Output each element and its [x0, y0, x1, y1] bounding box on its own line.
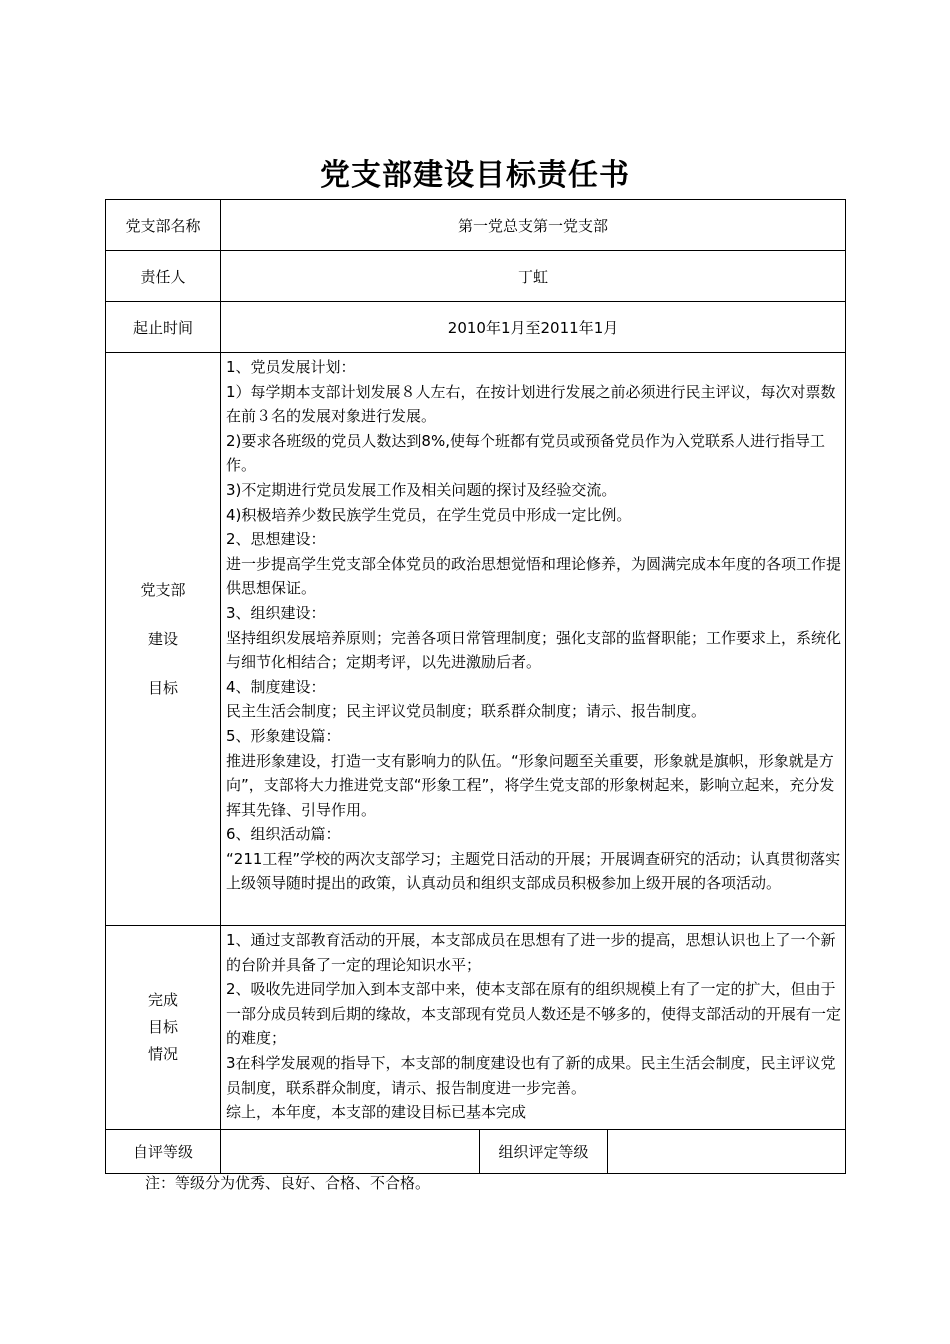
goals-line: 3、组织建设：: [226, 603, 326, 622]
goals-label-line: 党支部: [140, 580, 186, 599]
responsibility-form-table: [105, 199, 846, 1174]
goals-line: 2)要求各班级的党员人数达到8%,使每个班都有党员或预备党员作为入党联系人进行指导工作。: [226, 431, 825, 475]
grading-note: 注：等级分为优秀、良好、合格、不合格。: [145, 1174, 431, 1192]
goals-line: 推进形象建设，打造一支有影响力的队伍。“形象问题至关重要，形象就是旗帜，形象就是方向”，支部将大力推进党支部“形象工程”，将学生党支部的形象树起来，影响立起来，充分发挥其先锋、引导作用。: [226, 751, 835, 819]
branch-name-row: [106, 200, 846, 251]
rating-row: [106, 1129, 846, 1173]
goals-line: 4、制度建设：: [226, 677, 326, 696]
goals-label-line: 建设: [147, 629, 178, 648]
completion-content: [221, 926, 846, 1130]
goals-line: 6、组织活动篇：: [226, 825, 341, 844]
completion-line: 2、吸收先进同学加入到本支部中来，使本支部在原有的组织规模上有了一定的扩大，但由于一部分成员转到后期的缘故，本支部现有党员人数还是不够多的，使得支部活动的开展有一定的难度；: [226, 980, 842, 1048]
goals-line: 5、形象建设篇：: [226, 726, 341, 745]
goals-line: 1）每学期本支部计划发展８人左右，在按计划进行发展之前必须进行民主评议，每次对票数在前３名的发展对象进行发展。: [226, 382, 836, 426]
completion-line: 1、通过支部教育活动的开展，本支部成员在思想有了进一步的提高，思想认识也上了一个新的台阶并具备了一定的理论知识水平；: [226, 931, 836, 974]
leader-label: 责任人: [106, 251, 221, 302]
completion-label-line: 情况: [147, 1044, 178, 1063]
branch-name-value: 第一党总支第一党支部: [221, 200, 846, 251]
goals-label-line: 目标: [147, 678, 178, 697]
goals-row: [106, 353, 846, 926]
org-rating-label: 组织评定等级: [480, 1129, 608, 1173]
goals-content: [221, 353, 846, 926]
self-rating-label: 自评等级: [106, 1129, 221, 1173]
goals-line: 3)不定期进行党员发展工作及相关问题的探讨及经验交流。: [226, 480, 617, 499]
org-rating-value[interactable]: [608, 1129, 846, 1173]
completion-label: [106, 926, 221, 1130]
period-label: 起止时间: [106, 302, 221, 353]
leader-row: [106, 251, 846, 302]
completion-row: [106, 926, 846, 1130]
leader-value: 丁虹: [221, 251, 846, 302]
goals-line: 1、党员发展计划：: [226, 358, 356, 376]
period-value: 2010年1月至2011年1月: [221, 302, 846, 353]
goals-line: 进一步提高学生党支部全体党员的政治思想觉悟和理论修养，为圆满完成本年度的各项工作提供思想保证。: [226, 554, 842, 598]
goals-line: 坚持组织发展培养原则；完善各项日常管理制度；强化支部的监督职能；工作要求上，系统化与细节化相结合；定期考评，以先进激励后者。: [226, 628, 842, 672]
completion-line: 3在科学发展观的指导下，本支部的制度建设也有了新的成果。民主生活会制度，民主评议党员制度，联系群众制度，请示、报告制度进一步完善。: [226, 1053, 836, 1097]
self-rating-value[interactable]: [221, 1129, 480, 1173]
completion-label-line: 完成: [147, 990, 178, 1009]
goals-line: 2、思想建设：: [226, 530, 326, 549]
goals-line: 民主生活会制度；民主评议党员制度；联系群众制度；请示、报告制度。: [226, 702, 707, 721]
goals-line: “211工程”学校的两次支部学习；主题党日活动的开展；开展调查研究的活动；认真贯彻落实上级领导随时提出的政策，认真动员和组织支部成员积极参加上级开展的各项活动。: [226, 849, 841, 893]
document-title: 党支部建设目标责任书: [320, 158, 630, 193]
completion-line: 综上，本年度，本支部的建设目标已基本完成: [226, 1103, 527, 1122]
period-row: [106, 302, 846, 353]
goals-label: [106, 353, 221, 926]
completion-label-line: 目标: [147, 1017, 178, 1036]
branch-name-label: 党支部名称: [106, 200, 221, 251]
goals-line: 4)积极培养少数民族学生党员，在学生党员中形成一定比例。: [226, 505, 632, 524]
